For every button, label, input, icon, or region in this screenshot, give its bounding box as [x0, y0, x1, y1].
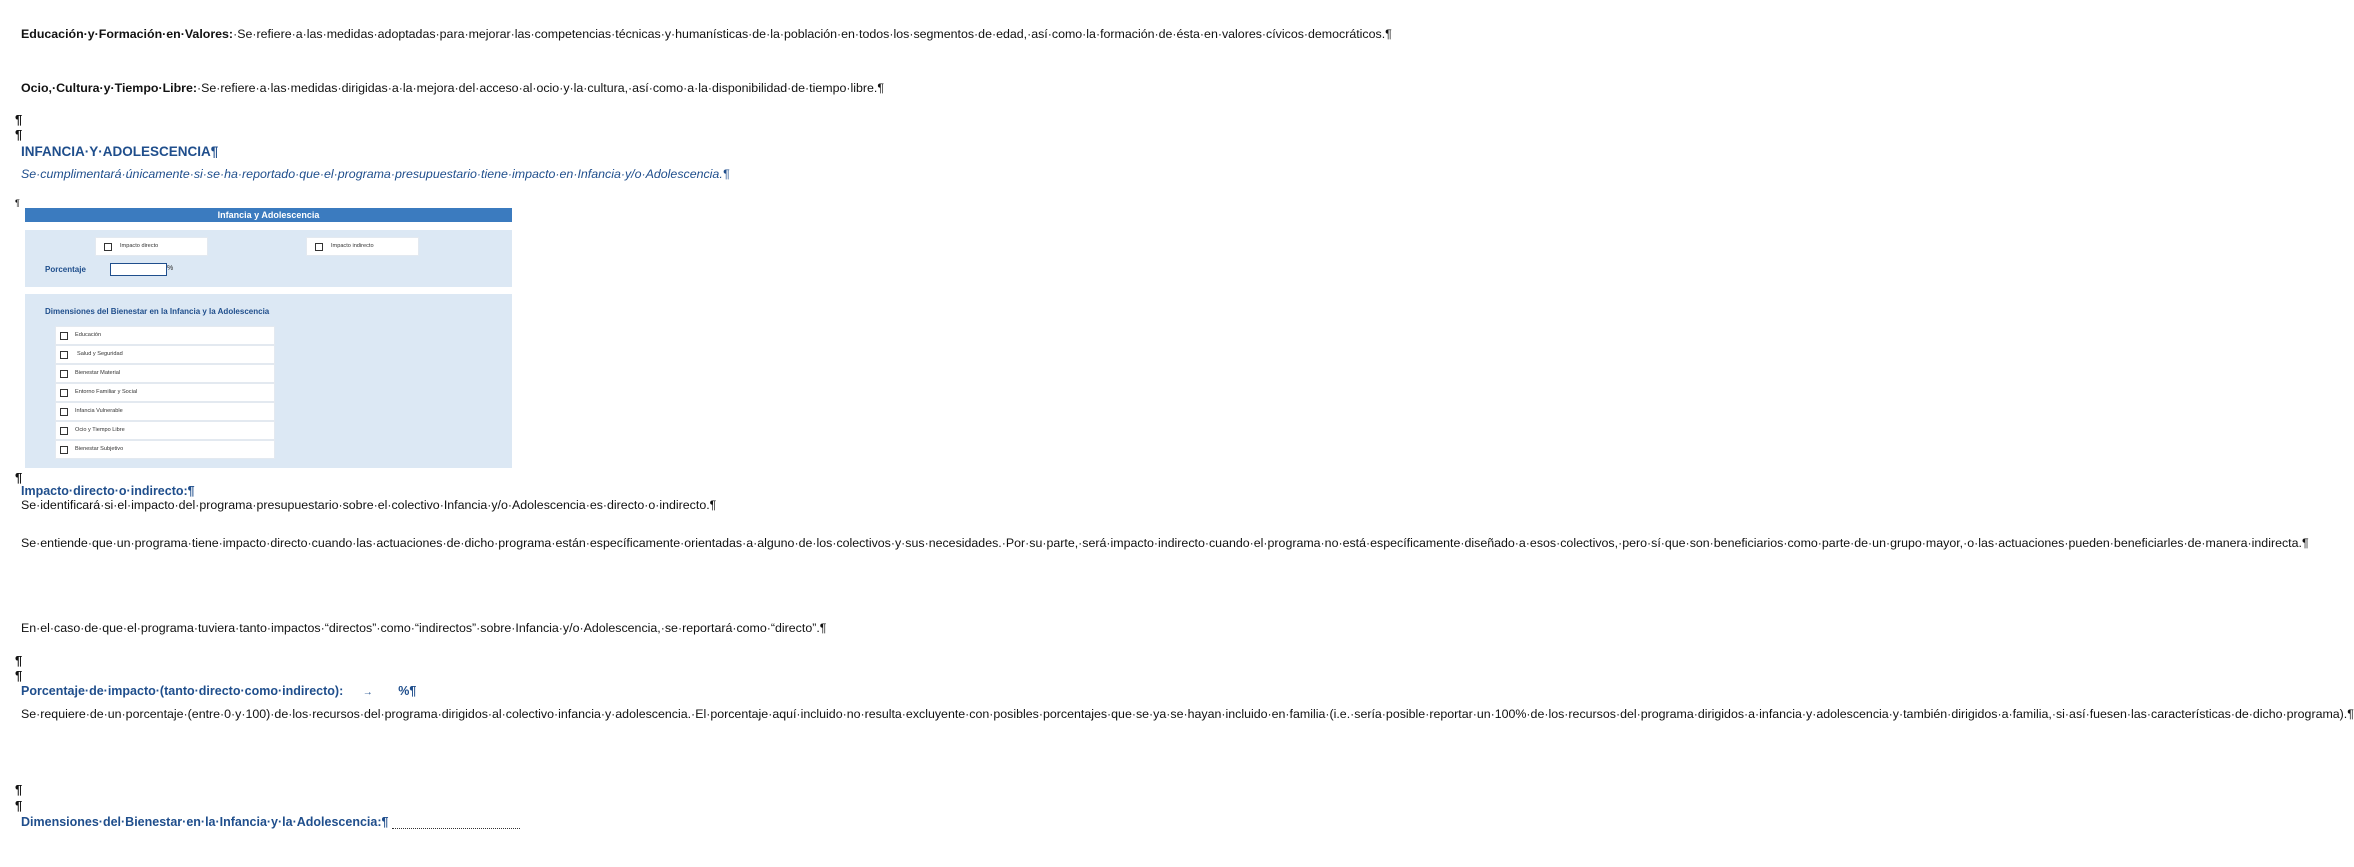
pilcrow: ¶	[15, 198, 20, 208]
dimension-label: Bienestar Subjetivo	[75, 446, 124, 452]
paragraph-porcentaje: Se·requiere·de·un·porcentaje·(entre·0·y·100)·de·los·recursos·del·programa·dirigidos·al·colectivo·infancia·y·adolescencia.·El·porcentaje·aquí·incluido·no·resulta·excluyente·con·posibles·porcentajes·que·se·ya·se·hayan·incluido·en·familia·(i.e.·sería·posible·reportar·un·100%·de·los·recursos·del·programa·dirigidos·a·infancia·y·adolescencia·y·también·dirigidos·a·familia,·si·así·fuesen·las·características·de·dicho·programa).¶	[21, 707, 2354, 721]
pilcrow: ¶	[15, 782, 23, 797]
dotted-leader	[392, 822, 520, 829]
porcentaje-input[interactable]	[110, 263, 167, 276]
dimension-label: Salud y Seguridad	[77, 351, 123, 357]
impacto-directo-option[interactable]	[95, 237, 208, 256]
ocio-definition: ·Se·refiere·a·las·medidas·dirigidas·a·la·mejora·del·acceso·al·ocio·y·la·cultura,·así·como·a·la·disponibilidad·de·tiempo·libre.¶	[197, 81, 884, 95]
heading-dimensiones: Dimensiones·del·Bienestar·en·la·Infancia·y·la·Adolescencia:¶	[21, 815, 389, 829]
dimension-option[interactable]	[55, 440, 275, 459]
porcentaje-label: Porcentaje	[45, 265, 86, 274]
pilcrow: ¶	[15, 668, 23, 683]
dimension-label: Ocio y Tiempo Libre	[75, 427, 125, 433]
paragraph-educacion	[21, 26, 1392, 42]
checkbox[interactable]	[60, 351, 68, 359]
section-title: INFANCIA·Y·ADOLESCENCIA¶	[21, 144, 219, 159]
dimension-label: Infancia Vulnerable	[75, 408, 123, 414]
paragraph-impacto-3: En·el·caso·de·que·el·programa·tuviera·tanto·impactos·“directos”·como·“indirectos”·sobre·Infancia·y/o·Adolescencia,·se·reportará·como·“directo”.¶	[21, 621, 827, 635]
impacto-directo-label: Impacto directo	[120, 243, 159, 249]
tab-arrow-icon: →	[362, 687, 373, 698]
dimension-option[interactable]	[55, 402, 275, 421]
checkbox[interactable]	[104, 243, 112, 251]
section-intro: Se·cumplimentará·únicamente·si·se·ha·reportado·que·el·programa·presupuestario·tiene·impacto·en·Infancia·y/o·Adolescencia.¶	[21, 167, 730, 181]
pilcrow: ¶	[15, 653, 23, 668]
heading-porcentaje-suffix: %¶	[398, 684, 417, 698]
dimensiones-title: Dimensiones del Bienestar en la Infancia y la Adolescencia	[45, 307, 270, 316]
dimension-label: Educación	[75, 332, 102, 338]
checkbox[interactable]	[60, 370, 68, 378]
paragraph-impacto-2: Se·entiende·que·un·programa·tiene·impacto·directo·cuando·las·actuaciones·de·dicho·programa·están·específicamente·orientadas·a·alguno·de·los·colectivos·y·sus·necesidades.·Por·su·parte,·será·impacto·indirecto·cuando·el·programa·no·está·específicamente·diseñado·a·esos·colectivos,·pero·sí·que·son·beneficiarios·como·parte·de·un·grupo·mayor,·o·las·actuaciones·pueden·beneficiarles·de·manera·indirecta.¶	[21, 536, 2309, 550]
checkbox[interactable]	[60, 332, 68, 340]
checkbox[interactable]	[60, 446, 68, 454]
dimension-option[interactable]	[55, 345, 275, 364]
ocio-term: Ocio,·Cultura·y·Tiempo·Libre:	[21, 81, 197, 95]
pilcrow: ¶	[15, 127, 23, 142]
dimension-option[interactable]	[55, 326, 275, 345]
dimension-label: Entorno Familiar y Social	[75, 389, 138, 395]
percent-sign: %	[167, 265, 174, 272]
dimension-option[interactable]	[55, 364, 275, 383]
dimension-option[interactable]	[55, 383, 275, 402]
dimension-option[interactable]	[55, 421, 275, 440]
heading-porcentaje-text: Porcentaje·de·impacto·(tanto·directo·como·indirecto):	[21, 684, 344, 698]
impacto-indirecto-option[interactable]	[306, 237, 419, 256]
checkbox[interactable]	[60, 408, 68, 416]
heading-impacto: Impacto·directo·o·indirecto:¶	[21, 484, 195, 498]
pilcrow: ¶	[15, 112, 23, 127]
form-title-bar: Infancia y Adolescencia	[25, 208, 512, 222]
pilcrow: ¶	[15, 470, 23, 485]
impact-panel	[25, 230, 512, 287]
educacion-term: Educación·y·Formación·en·Valores:	[21, 27, 234, 41]
heading-porcentaje	[21, 684, 541, 698]
paragraph-impacto-1: Se·identificará·si·el·impacto·del·programa·presupuestario·sobre·el·colectivo·Infancia·y/o·Adolescencia·es·directo·o·indirecto.¶	[21, 498, 717, 512]
dimension-label: Bienestar Material	[75, 370, 121, 376]
educacion-definition: ·Se·refiere·a·las·medidas·adoptadas·para·mejorar·las·competencias·técnicas·y·humanísticas·de·la·población·en·todos·los·segmentos·de·edad,·así·como·la·formación·de·ésta·en·valores·cívicos·democráticos.¶	[233, 27, 1392, 41]
paragraph-ocio	[21, 80, 884, 96]
dimensiones-panel	[25, 294, 512, 468]
checkbox[interactable]	[60, 427, 68, 435]
impacto-indirecto-label: Impacto indirecto	[331, 243, 374, 249]
pilcrow: ¶	[15, 798, 23, 813]
checkbox[interactable]	[315, 243, 323, 251]
checkbox[interactable]	[60, 389, 68, 397]
